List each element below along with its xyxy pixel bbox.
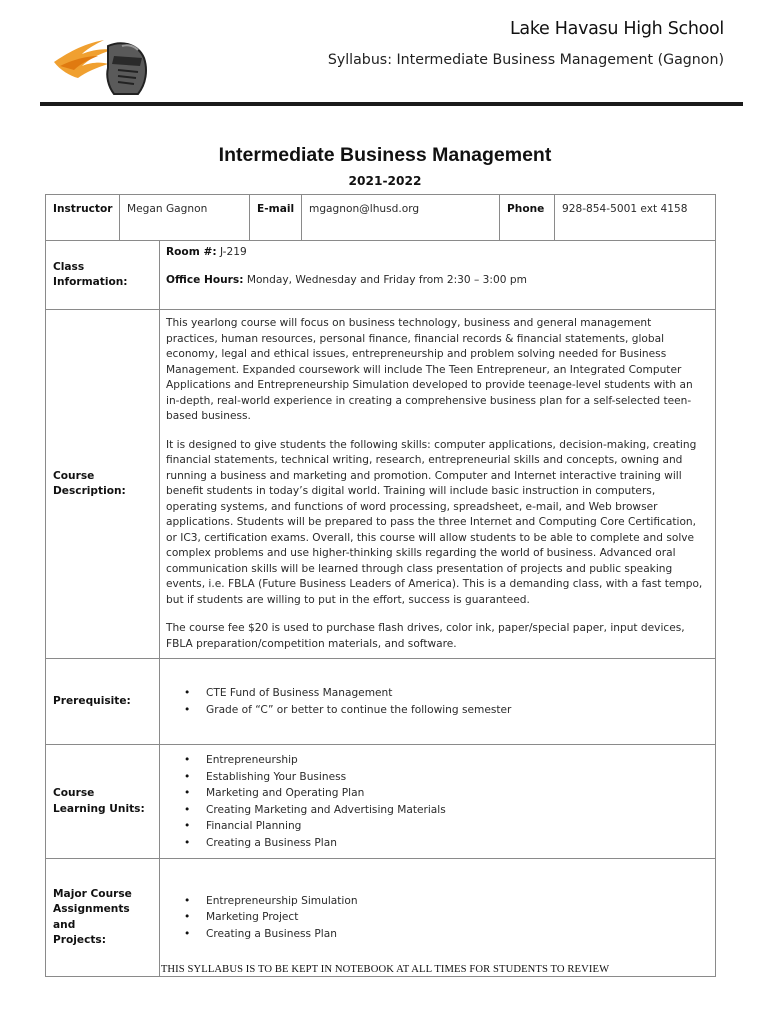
school-name: Lake Havasu High School xyxy=(509,19,724,39)
list-item: • Entrepreneurship xyxy=(184,752,715,769)
list-item: • Marketing Project xyxy=(184,909,715,926)
prerequisite-label: Prerequisite: xyxy=(46,659,160,745)
list-item: • Marketing and Operating Plan xyxy=(184,785,715,802)
knight-helmet-logo xyxy=(52,32,152,100)
description-paragraph: It is designed to give students the following skills: computer applications, decision-making, creating financial statements, technical writing, research, entrepreneurial skills and concepts, owning and running a business and marketing and promotion. Computer and Internet interactive training will benefit students in today’s digital world. Training will include basic instruction in computers, operating systems, and functions of word processing, spreadsheet, e-mail, and Web browser applications. Students will be prepared to pass the three Internet and Computing Core Certification, or IC3, certification exams. Overall, this course will allow students to be able to complete and solve complex problems and use higher-thinking skills regarding the world of business. Advanced oral communication skills will be learned through class presentation of projects and public speaking events, i.e. FBLA (Future Business Leaders of America). This is a demanding class, with a fast tempo, but if students are willing to put in the effort, success is guaranteed. xyxy=(166,438,703,606)
room-label: Room #: xyxy=(166,246,217,258)
course-description-label: Course Description: xyxy=(46,310,160,659)
list-item: • Creating a Business Plan xyxy=(184,926,715,943)
assignments-label xyxy=(46,859,160,977)
assignments-label-line: Major Course xyxy=(53,887,132,900)
class-info-row xyxy=(46,241,716,310)
footer-note: THIS SYLLABUS IS TO BE KEPT IN NOTEBOOK AT ALL TIMES FOR STUDENTS TO REVIEW xyxy=(160,964,610,975)
prerequisite-list xyxy=(160,685,715,718)
room-line xyxy=(166,245,709,261)
learning-units-cell xyxy=(160,745,716,859)
description-paragraph: The course fee $20 is used to purchase flash drives, color ink, paper/special paper, input devices, FBLA preparation/competition materials, and software. xyxy=(166,622,685,650)
page-title: Intermediate Business Management xyxy=(218,144,552,166)
instructor-name: Megan Gagnon xyxy=(120,195,250,241)
email-value: mgagnon@lhusd.org xyxy=(302,195,500,241)
office-hours-label: Office Hours: xyxy=(166,273,244,286)
list-item: • Establishing Your Business xyxy=(184,769,715,786)
contact-row xyxy=(46,195,716,241)
list-item: • Entrepreneurship Simulation xyxy=(184,893,715,910)
list-item: • Creating a Business Plan xyxy=(184,835,715,852)
list-item: • Financial Planning xyxy=(184,818,715,835)
list-item: • CTE Fund of Business Management xyxy=(184,685,715,702)
assignments-list xyxy=(160,893,715,943)
list-item: • Creating Marketing and Advertising Materials xyxy=(184,802,715,819)
office-hours-line xyxy=(166,273,709,289)
assignments-label-line: Assignments and xyxy=(53,903,130,931)
learning-units-label xyxy=(46,745,160,859)
email-label: E-mail xyxy=(250,195,302,241)
phone-label: Phone xyxy=(500,195,555,241)
learning-units-list xyxy=(160,752,715,851)
class-info-label: Class Information: xyxy=(46,241,160,310)
school-year: 2021-2022 xyxy=(348,174,422,188)
assignments-row xyxy=(46,859,716,977)
course-description-cell xyxy=(160,310,716,659)
assignments-label-line: Projects: xyxy=(53,934,106,946)
class-info-cell xyxy=(160,241,716,310)
learning-units-row xyxy=(46,745,716,859)
list-item: • Grade of “C” or better to continue the following semester xyxy=(184,702,715,719)
syllabus-subtitle: Syllabus: Intermediate Business Management (Gagnon) xyxy=(327,52,724,68)
syllabus-table xyxy=(45,194,716,977)
instructor-label: Instructor xyxy=(46,195,120,241)
description-paragraph: This yearlong course will focus on business technology, business and general management practices, human resources, personal finance, financial records & financial statements, global economy, legal and ethical issues, entrepreneurship and problem solving needed for Business Management. Expanded coursework will include The Teen Entrepreneur, an Integrated Computer Applications and Entrepreneurship Simulation developed to provide teenage-level students with an in-depth, real-world experience in creating a comprehensive business plan for a self-selected teen-based business. xyxy=(166,317,693,422)
room-value: J-219 xyxy=(219,246,247,258)
course-description-row xyxy=(46,310,716,659)
prerequisite-cell xyxy=(160,659,716,745)
phone-value: 928-854-5001 ext 4158 xyxy=(555,195,716,241)
prerequisite-row xyxy=(46,659,716,745)
assignments-cell xyxy=(160,859,716,977)
learning-units-label-line: Course xyxy=(53,787,95,799)
office-hours-value: Monday, Wednesday and Friday from 2:30 – 3:00 pm xyxy=(246,273,527,286)
header-divider xyxy=(40,102,743,106)
learning-units-label-line: Learning Units: xyxy=(53,802,145,815)
